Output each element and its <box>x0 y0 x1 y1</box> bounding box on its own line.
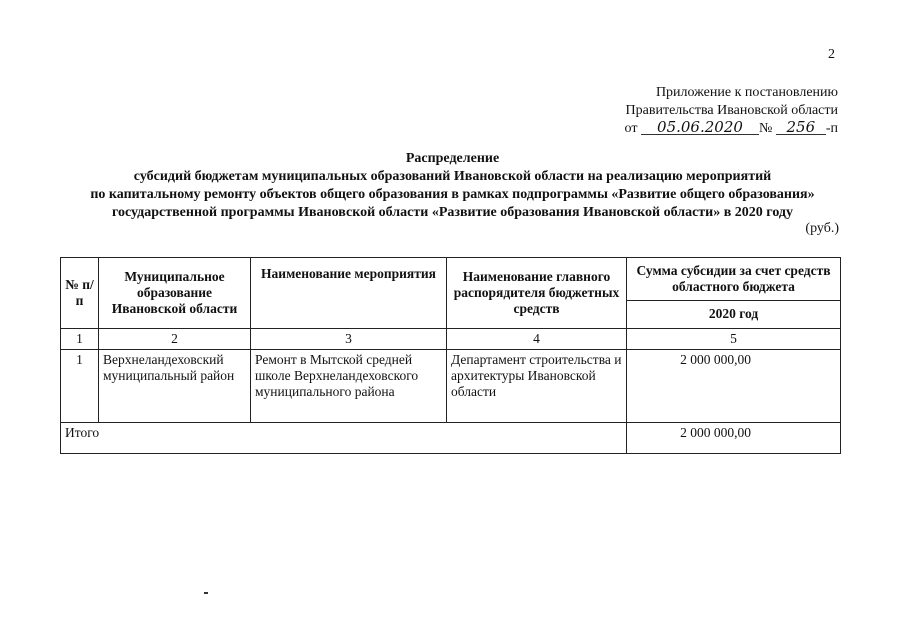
handwritten-number: 256 <box>776 120 826 135</box>
header-manager: Наименование главного распорядителя бюджетных средств <box>447 258 627 329</box>
colnum-1: 1 <box>61 329 99 350</box>
colnum-5: 5 <box>627 329 841 350</box>
title-line-2: субсидий бюджетам муниципальных образований Ивановской области на реализацию мероприятий <box>133 169 772 184</box>
header-municipality: Муниципальное образование Ивановской области <box>99 258 251 329</box>
number-suffix: -п <box>825 121 838 136</box>
total-label: Итого <box>61 423 627 454</box>
total-row <box>61 423 841 454</box>
colnum-3: 3 <box>251 329 447 350</box>
subsidy-table <box>60 257 841 454</box>
appendix-line-2: Правительства Ивановской области <box>625 103 838 118</box>
header-event: Наименование мероприятия <box>251 258 447 329</box>
row-amount: 2 000 000,00 <box>627 350 841 423</box>
appendix-date-line <box>625 120 838 138</box>
appendix-block <box>625 84 838 138</box>
colnum-4: 4 <box>447 329 627 350</box>
page-number: 2 <box>828 47 835 62</box>
scan-speck <box>204 592 208 594</box>
row-event: Ремонт в Мытской средней школе Верхнеландеховского муниципального района <box>251 350 447 423</box>
appendix-line-1: Приложение к постановлению <box>655 85 838 100</box>
header-amount: Сумма субсидии за счет средств областного бюджета <box>627 258 841 301</box>
document-title <box>0 150 905 222</box>
table-row <box>61 350 841 423</box>
header-row <box>61 258 841 301</box>
title-line-1: Распределение <box>405 151 500 166</box>
title-line-3: по капитальному ремонту объектов общего образования в рамках подпрограммы «Развитие общего образования» <box>90 187 815 202</box>
total-amount: 2 000 000,00 <box>627 423 841 454</box>
number-prefix: № <box>758 121 773 136</box>
currency-unit: (руб.) <box>805 221 839 236</box>
title-line-4: государственной программы Ивановской области «Развитие образования Ивановской области» в 2020 году <box>112 205 793 220</box>
row-municipality: Верхнеландеховский муниципальный район <box>99 350 251 423</box>
row-manager: Департамент строительства и архитектуры Ивановской области <box>447 350 627 423</box>
header-year: 2020 год <box>627 300 841 328</box>
row-num: 1 <box>61 350 99 423</box>
header-num: № п/п <box>61 258 99 329</box>
handwritten-date: 05.06.2020 <box>641 120 759 135</box>
date-prefix: от <box>624 121 638 136</box>
colnum-2: 2 <box>99 329 251 350</box>
column-number-row <box>61 329 841 350</box>
